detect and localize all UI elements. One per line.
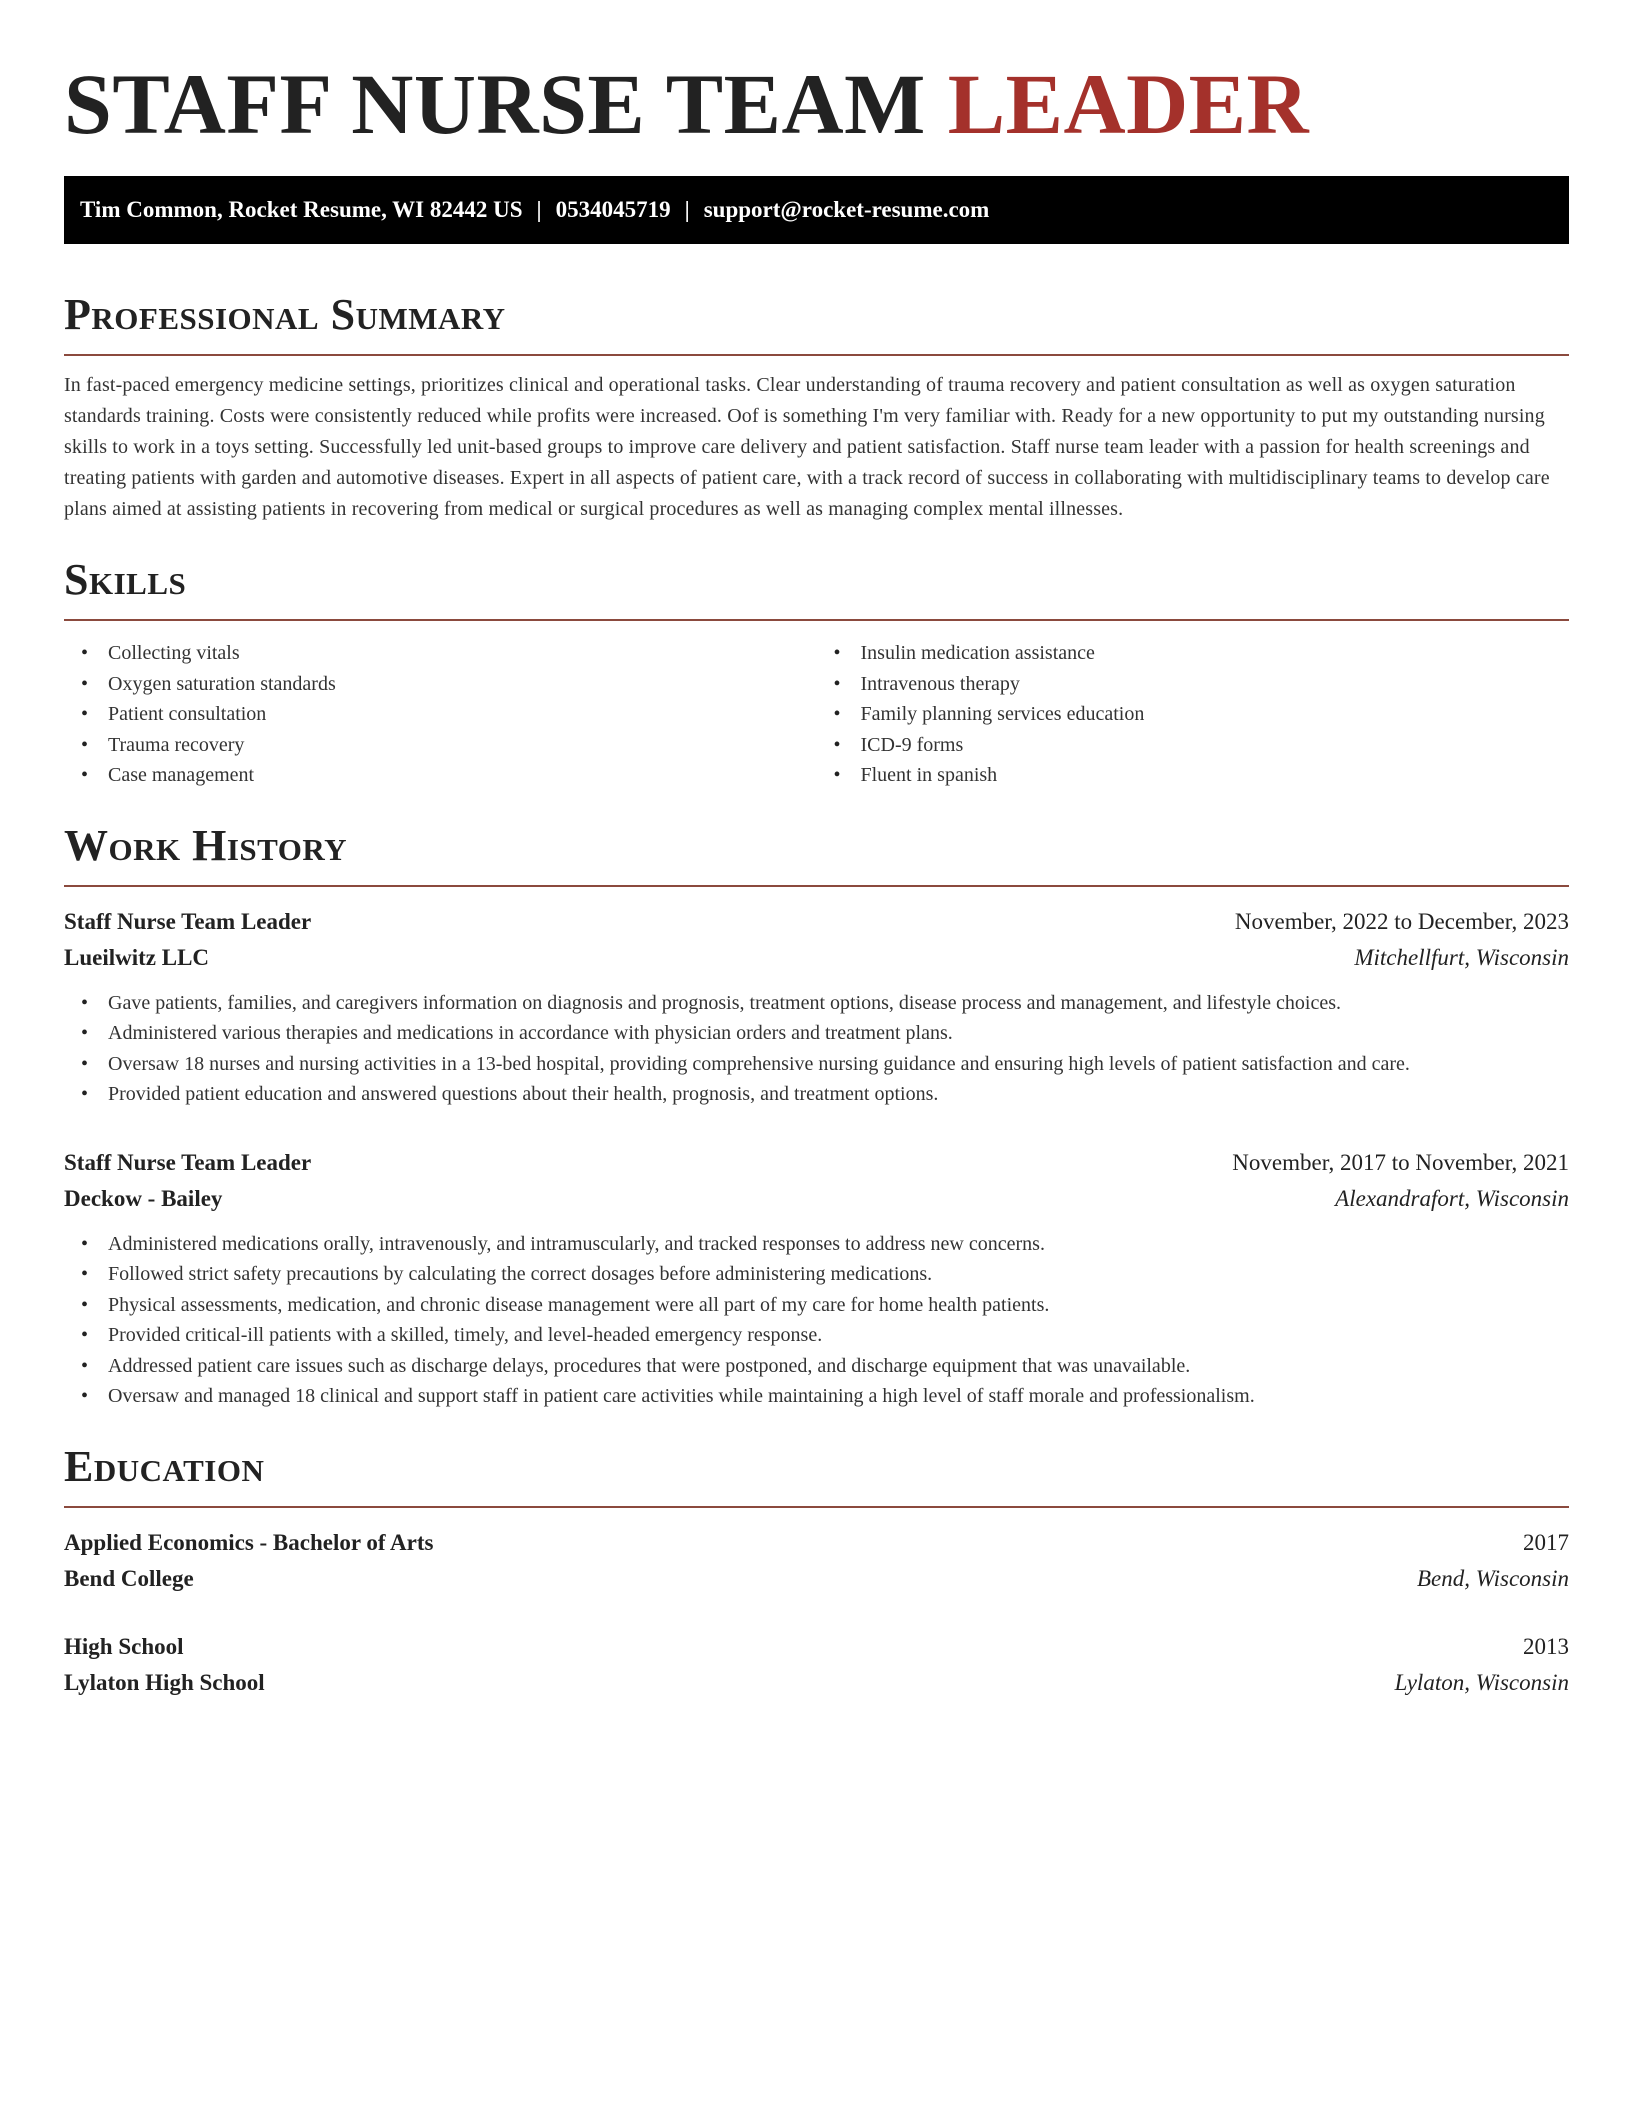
- skills-heading: Skills: [64, 555, 187, 604]
- job-entry: [64, 904, 1569, 1110]
- contact-address: Tim Common, Rocket Resume, WI 82442 US: [80, 197, 523, 222]
- skills-column-right: [817, 638, 1570, 791]
- job-bullets: [64, 988, 1569, 1110]
- job-company: Deckow - Bailey: [64, 1185, 223, 1211]
- job-bullet: • Provided patient education and answered questions about their health, prognosis, and treatment options.: [64, 1079, 1569, 1110]
- work-history-heading: Work History: [64, 820, 348, 870]
- education-year: 2013: [1523, 1633, 1569, 1659]
- job-bullet: • Administered medications orally, intravenously, and intramuscularly, and tracked responses to address new concerns.: [64, 1229, 1569, 1260]
- job-bullet: • Gave patients, families, and caregivers information on diagnosis and prognosis, treatment options, disease process and management, and lifestyle choices.: [64, 988, 1569, 1019]
- skill-item: • Oxygen saturation standards: [64, 669, 817, 700]
- job-dates: November, 2022 to December, 2023: [1234, 908, 1569, 934]
- job-bullet: • Oversaw and managed 18 clinical and support staff in patient care activities while maintaining a high level of staff morale and professionalism.: [64, 1381, 1569, 1412]
- job-header-row: [64, 1145, 1569, 1181]
- summary-heading: Professional Summary: [64, 290, 506, 339]
- education-school: Bend College: [64, 1565, 194, 1591]
- education-degree: Applied Economics - Bachelor of Arts: [64, 1529, 434, 1555]
- contact-email: support@rocket-resume.com: [703, 197, 990, 222]
- skill-item: • Collecting vitals: [64, 638, 817, 669]
- education-degree-row: [64, 1629, 1569, 1665]
- skill-item: • Patient consultation: [64, 699, 817, 730]
- education-school: Lylaton High School: [64, 1669, 265, 1695]
- skill-item: • Insulin medication assistance: [817, 638, 1570, 669]
- title-accent: LEADER: [947, 56, 1310, 152]
- skills-grid: [64, 638, 1569, 791]
- resume-title: [64, 0, 1569, 152]
- job-company-row: [64, 1181, 1569, 1217]
- job-bullet: • Administered various therapies and medications in accordance with physician orders and treatment plans.: [64, 1018, 1569, 1049]
- title-main: STAFF NURSE TEAM: [64, 56, 926, 152]
- education-location: Bend, Wisconsin: [1416, 1565, 1569, 1591]
- skill-item: • Family planning services education: [817, 699, 1570, 730]
- contact-phone: 0534045719: [555, 197, 671, 222]
- skill-item: • ICD-9 forms: [817, 730, 1570, 761]
- education-entry: [64, 1525, 1569, 1597]
- skill-item: • Trauma recovery: [64, 730, 817, 761]
- job-bullet: • Addressed patient care issues such as discharge delays, procedures that were postponed, and discharge equipment that was unavailable.: [64, 1351, 1569, 1382]
- section-divider: [64, 354, 1569, 356]
- job-header-row: [64, 904, 1569, 940]
- contact-separator: |: [536, 197, 542, 222]
- job-bullet: • Provided critical-ill patients with a skilled, timely, and level-headed emergency response.: [64, 1320, 1569, 1351]
- education-degree-row: [64, 1525, 1569, 1561]
- skill-item: • Fluent in spanish: [817, 760, 1570, 791]
- education-heading: Education: [64, 1441, 265, 1491]
- job-location: Alexandrafort, Wisconsin: [1335, 1185, 1569, 1211]
- job-bullet: • Oversaw 18 nurses and nursing activities in a 13-bed hospital, providing comprehensive nursing guidance and ensuring high levels of patient satisfaction and care.: [64, 1049, 1569, 1080]
- section-divider: [64, 1506, 1569, 1508]
- section-divider: [64, 885, 1569, 887]
- section-divider: [64, 619, 1569, 621]
- skills-column-left: [64, 638, 817, 791]
- education-year: 2017: [1523, 1529, 1569, 1555]
- job-company-row: [64, 940, 1569, 976]
- education-degree: High School: [64, 1633, 184, 1659]
- education-entry: [64, 1629, 1569, 1701]
- contact-bar: [64, 176, 1569, 244]
- summary-text: In fast-paced emergency medicine settings, prioritizes clinical and operational tasks. Clear understanding of trauma recovery and patient consultation as well as oxygen saturation standards training. Costs were consistently reduced while profits were increased. Oof is something I'm very familiar with. Ready for a new opportunity to put my outstanding nursing skills to work in a toys setting. Successfully led unit-based groups to improve care delivery and patient satisfaction. Staff nurse team leader with a passion for health screenings and treating patients with garden and automotive diseases. Expert in all aspects of patient care, with a track record of success in collaborating with multidisciplinary teams to develop care plans aimed at assisting patients in recovering from medical or surgical procedures as well as managing complex mental illnesses.: [64, 374, 1550, 520]
- job-bullet: • Physical assessments, medication, and chronic disease management were all part of my care for home health patients.: [64, 1290, 1569, 1321]
- contact-separator: |: [684, 197, 690, 222]
- job-title: Staff Nurse Team Leader: [64, 1149, 312, 1175]
- job-location: Mitchellfurt, Wisconsin: [1354, 944, 1569, 970]
- resume-page: [64, 0, 1569, 1701]
- education-school-row: [64, 1665, 1569, 1701]
- job-bullets: [64, 1229, 1569, 1412]
- education-school-row: [64, 1561, 1569, 1597]
- job-bullet: • Followed strict safety precautions by calculating the correct dosages before administering medications.: [64, 1259, 1569, 1290]
- job-dates: November, 2017 to November, 2021: [1232, 1149, 1569, 1175]
- education-location: Lylaton, Wisconsin: [1394, 1669, 1569, 1695]
- skill-item: • Case management: [64, 760, 817, 791]
- job-entry: [64, 1145, 1569, 1412]
- job-title: Staff Nurse Team Leader: [64, 908, 312, 934]
- skill-item: • Intravenous therapy: [817, 669, 1570, 700]
- job-company: Lueilwitz LLC: [64, 944, 210, 970]
